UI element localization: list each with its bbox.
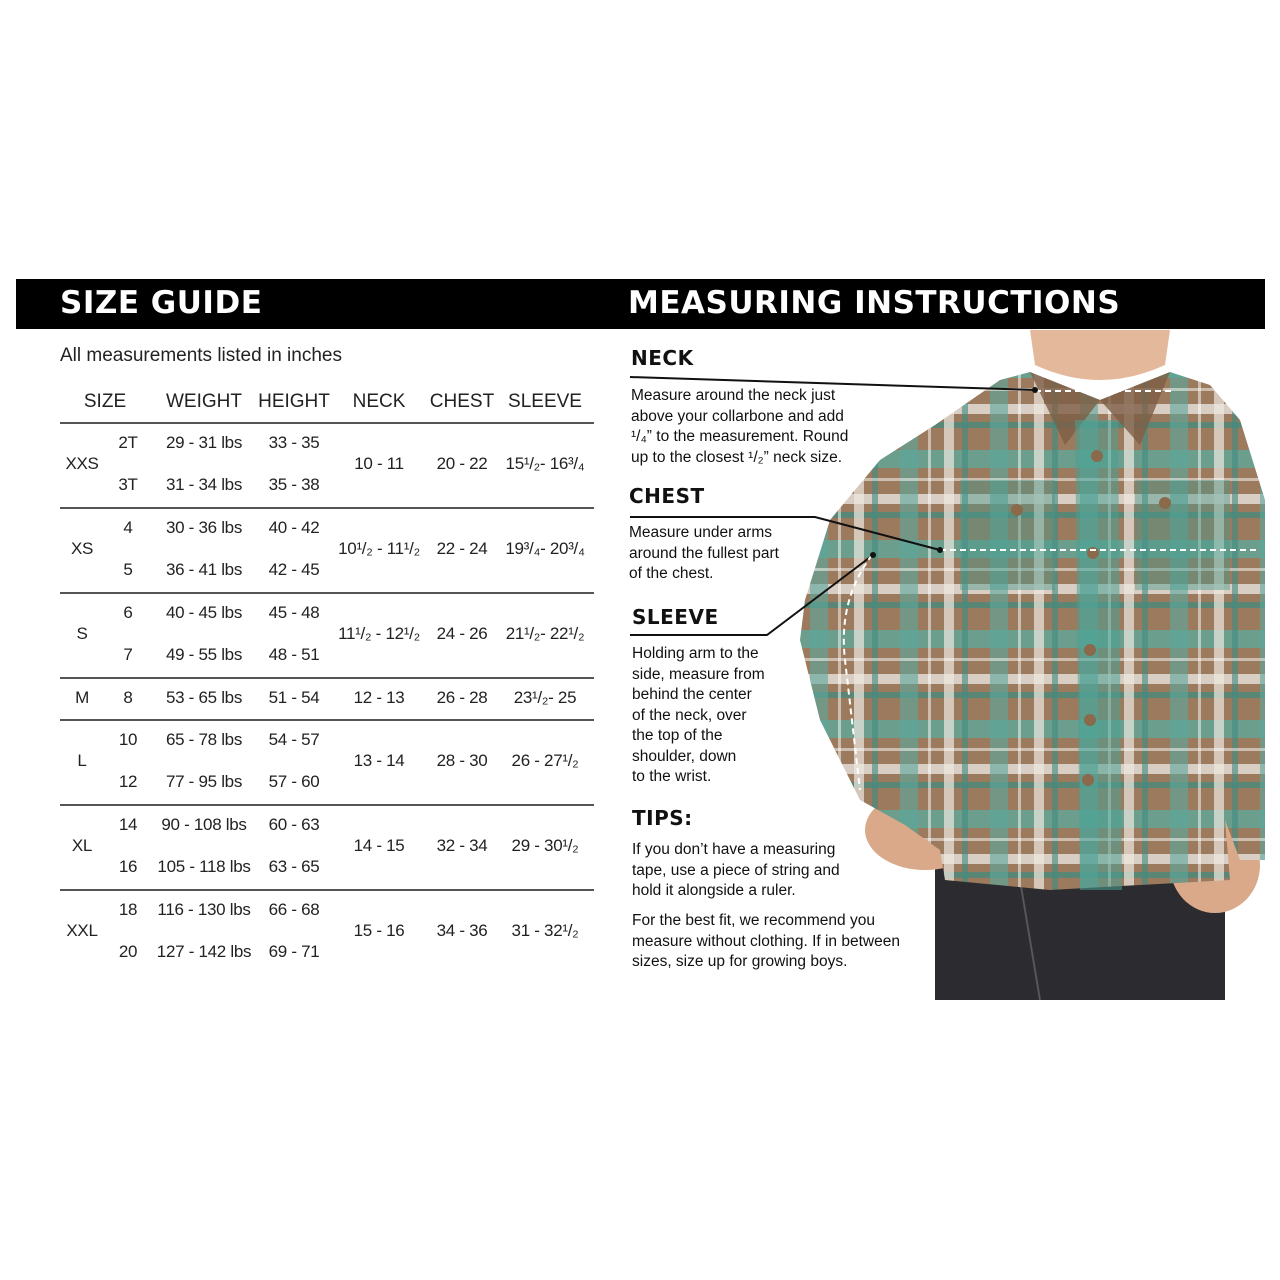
sub-size: 8 xyxy=(123,688,133,707)
weight-value: 31 - 34 lbs xyxy=(165,475,243,494)
sub-size: 6 xyxy=(123,603,133,622)
sleeve-line: Holding arm to the xyxy=(632,645,759,662)
chest-value: 24 - 26 xyxy=(436,624,488,643)
size-label: XXS xyxy=(65,454,99,473)
tips-line: tape, use a piece of string and xyxy=(632,861,840,879)
sub-size: 2T xyxy=(118,433,138,452)
weight-value: 127 - 142 lbs xyxy=(156,942,252,961)
neck-heading: NECK xyxy=(631,346,694,370)
height-value: 48 - 51 xyxy=(268,645,320,664)
sleeve-instructions xyxy=(632,644,765,788)
height-value: 66 - 68 xyxy=(268,900,320,919)
sub-size: 3T xyxy=(118,475,138,494)
sub-size: 5 xyxy=(123,560,133,579)
sleeve-value: 29 - 30¹/₂ xyxy=(511,836,579,855)
height-value: 40 - 42 xyxy=(268,518,320,537)
column-header: NECK xyxy=(352,391,406,412)
column-header: SIZE xyxy=(83,391,127,412)
size-guide-title: SIZE GUIDE xyxy=(60,285,263,321)
neck-line: Measure around the neck just xyxy=(631,387,836,404)
measuring-instructions-title: MEASURING INSTRUCTIONS xyxy=(628,285,1121,321)
sleeve-line: the top of the xyxy=(632,727,723,744)
height-value: 57 - 60 xyxy=(268,772,320,791)
chest-value: 34 - 36 xyxy=(436,921,488,940)
chest-value: 22 - 24 xyxy=(436,539,488,558)
chest-instructions xyxy=(629,523,779,585)
weight-value: 90 - 108 lbs xyxy=(161,815,247,834)
sleeve-line: behind the center xyxy=(632,686,752,703)
neck-line: up to the closest ¹/₂” neck size. xyxy=(631,448,843,466)
column-header: SLEEVE xyxy=(508,391,582,412)
height-value: 51 - 54 xyxy=(268,688,320,707)
chest-value: 28 - 30 xyxy=(436,751,488,770)
weight-value: 29 - 31 lbs xyxy=(165,433,243,452)
weight-value: 30 - 36 lbs xyxy=(165,518,243,537)
size-guide-subtitle: All measurements listed in inches xyxy=(60,345,342,366)
column-header: CHEST xyxy=(429,391,495,412)
neck-value: 10 - 11 xyxy=(354,454,404,473)
neck-line: above your collarbone and add xyxy=(631,407,844,425)
weight-value: 77 - 95 lbs xyxy=(165,772,243,791)
size-label: S xyxy=(76,624,88,643)
column-header: WEIGHT xyxy=(166,391,242,412)
sleeve-value: 15¹/₂- 16³/₄ xyxy=(505,454,585,473)
sleeve-line: to the wrist. xyxy=(632,768,712,785)
size-label: L xyxy=(77,751,87,770)
tips-line: measure without clothing. If in between xyxy=(632,932,900,950)
neck-value: 12 - 13 xyxy=(353,688,405,707)
sleeve-value: 31 - 32¹/₂ xyxy=(511,921,579,940)
weight-value: 40 - 45 lbs xyxy=(165,603,243,622)
height-value: 63 - 65 xyxy=(268,857,320,876)
height-value: 54 - 57 xyxy=(268,730,320,749)
sleeve-line: shoulder, down xyxy=(632,747,737,765)
weight-value: 105 - 118 lbs xyxy=(157,857,251,876)
chest-value: 32 - 34 xyxy=(436,836,488,855)
tips-line: For the best fit, we recommend you xyxy=(632,912,875,929)
tips-line: hold it alongside a ruler. xyxy=(632,882,796,899)
chest-value: 20 - 22 xyxy=(436,454,488,473)
height-value: 45 - 48 xyxy=(268,603,320,622)
sleeve-line: side, measure from xyxy=(632,665,765,683)
sleeve-value: 26 - 27¹/₂ xyxy=(511,751,579,770)
neck-value: 14 - 15 xyxy=(353,836,405,855)
size-label: XXL xyxy=(66,921,98,940)
chest-value: 26 - 28 xyxy=(436,688,488,707)
column-header: HEIGHT xyxy=(258,391,330,412)
size-label: XS xyxy=(70,539,94,558)
neck-value: 11¹/₂ - 12¹/₂ xyxy=(338,624,420,643)
tips-paragraph-2 xyxy=(632,911,900,973)
chest-line: around the fullest part xyxy=(629,544,779,562)
height-value: 60 - 63 xyxy=(268,815,320,834)
chest-line: Measure under arms xyxy=(629,524,773,541)
neck-value: 13 - 14 xyxy=(353,751,405,770)
tips-line: If you don’t have a measuring xyxy=(632,841,836,858)
neck-value: 15 - 16 xyxy=(353,921,405,940)
neck-line: ¹/₄” to the measurement. Round xyxy=(631,428,849,445)
sub-size: 14 xyxy=(118,815,138,834)
sub-size: 10 xyxy=(118,730,138,749)
chest-heading: CHEST xyxy=(629,484,705,508)
weight-value: 36 - 41 lbs xyxy=(165,560,243,579)
height-value: 69 - 71 xyxy=(268,942,320,961)
sleeve-line: of the neck, over xyxy=(632,706,747,724)
weight-value: 53 - 65 lbs xyxy=(165,688,243,707)
sleeve-heading: SLEEVE xyxy=(632,605,719,629)
sleeve-value: 21¹/₂- 22¹/₂ xyxy=(505,624,585,643)
sub-size: 16 xyxy=(118,857,138,876)
sleeve-value: 23¹/₂- 25 xyxy=(513,688,577,707)
sub-size: 20 xyxy=(118,942,138,961)
sleeve-value: 19³/₄- 20³/₄ xyxy=(505,539,585,558)
size-label: XL xyxy=(71,836,93,855)
weight-value: 65 - 78 lbs xyxy=(165,730,243,749)
sub-size: 12 xyxy=(118,772,138,791)
tips-line: sizes, size up for growing boys. xyxy=(632,953,848,970)
weight-value: 116 - 130 lbs xyxy=(157,900,251,919)
chest-line: of the chest. xyxy=(629,565,714,582)
sub-size: 18 xyxy=(118,900,138,919)
tips-heading: TIPS: xyxy=(632,806,693,830)
height-value: 42 - 45 xyxy=(268,560,320,579)
sub-size: 7 xyxy=(123,645,133,664)
tips-paragraph-1 xyxy=(632,840,840,902)
size-label: M xyxy=(75,688,89,707)
sub-size: 4 xyxy=(123,518,133,537)
height-value: 35 - 38 xyxy=(268,475,320,494)
neck-value: 10¹/₂ - 11¹/₂ xyxy=(338,539,420,558)
weight-value: 49 - 55 lbs xyxy=(165,645,243,664)
height-value: 33 - 35 xyxy=(268,433,320,452)
neck-instructions xyxy=(631,386,848,468)
